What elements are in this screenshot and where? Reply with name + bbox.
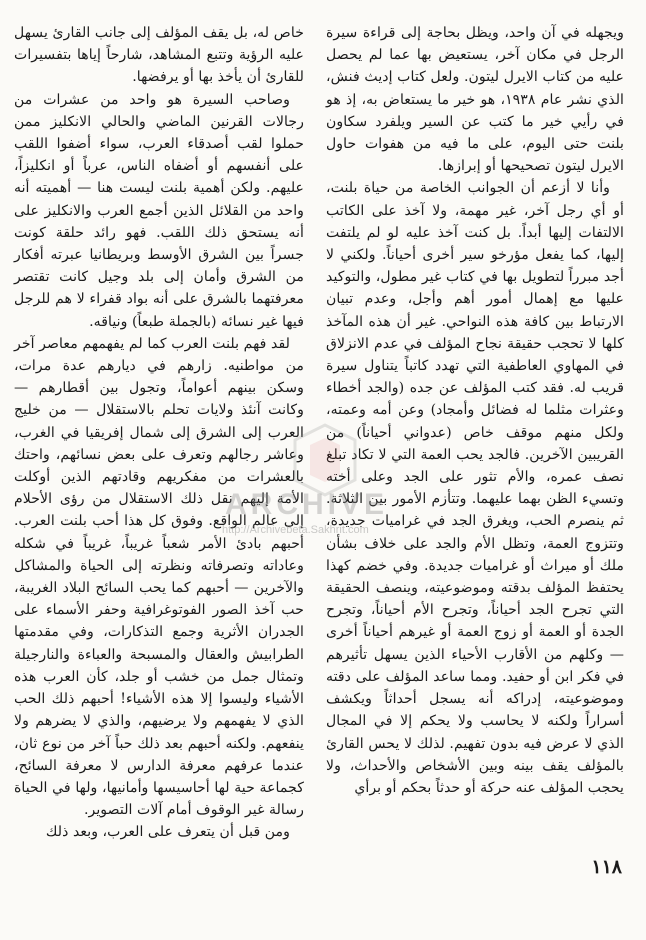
watermark-url: http://Archivebeta.Sakhrit.com — [222, 524, 369, 536]
paragraph: لقد فهم بلنت العرب كما لم يفهمهم معاصر آخر من مواطنيه. زارهم في ديارهم عدة مرات، وسكن بينهم أعواماً، وتجول بين أقطارهم — وكانت آنئذ ولايات تحلم بالاستقلال — من خليج العرب إلى الشرق إلى شمال إفريقيا في الغرب، وعاشر رجالهم وتعرف على بعض نسائهم، واحتك بالعشرات من مفكريهم وقادتهم الذين أوكلت الأمة إليهم نقل ذلك الاستقلال من رؤى الأحلام إلى عالم الواقع. وفوق كل هذا أحب بلنت العرب. أحبهم بادئ الأمر شعباً غريباً، غريباً في شكله وعاداته وتصرفاته ونظرته إلى الحياة والمشاكل والآخرين — أحبهم كما يحب السائح البلاد الغريبة، حب آخذ الصور الفوتوغرافية وحفر الأسماء على الجدران الأثرية وجمع التذكارات، وفي مقدمتها الطرابيش والعقال والمسبحة والعباءة والنارجيلة وتمثال جمل من خشب أو جلد، كأن العرب هذه الأشياء وليسوا إلا هذه الأشياء! أحبهم ذلك الحب الذي لا يفهمهم ولا يرضيهم، والذي لا يضرهم ولا ينفعهم. ولكنه أحبهم بعد ذلك حباً آخر من نوع ثان، عندما عرفهم معرفة الدارس لا معرفة السائح، كجماعة حية لها أحاسيسها وأمانيها، ولها في الحياة رسالة غير الوقوف أمام آلات التصوير. — [14, 335, 304, 819]
paragraph: وأنا لا أزعم أن الجوانب الخاصة من حياة بلنت، أو أي رجل آخر، غير مهمة، ولا آخذ على الكاتب الالتفات إليها أبداً. بل كنت آخذ عليه لو لم يلتفت إليها، كما يفعل مؤرخو سير أخرى أحياناً. ولكني لا أجد مبرراً لتطويل بها في كتاب غير مطول، والتوكيد عليها مع إهمال أمور أهم وأجل، وعدم تبيان الارتباط بين كافة هذه النواحي. غير أن هذه المآخذ كلها لا تحجب حقيقة نجاح المؤلف في عدم الانزلاق في المهاوي العاطفية التي تهدد كاتباً يتناول سيرة قريب له. فقد كتب المؤلف عن جده (والجد أخطاء وعثرات مثلما له فضائل وأمجاد) وعن أمه وعمته، ولكل منهم موقف خاص (عدواني أحياناً) من القريبين الآخرين. فالجد يحب العمة التي لا تكاد تبلغ نصف عمره، والأم تثور على الجد وعلى أخته وتسيء الظن بهما عليهما. وتتأزم الأمور بين الثلاثة. ثم ينصرم الحب، ويغرق الجد في غراميات جديدة، وتتزوج العمة، وتظل الأم والجد على خلاف بشأن ملك أو ميراث أو غراميات جديدة. وفي خضم كهذا يحتفظ المؤلف بدقته وموضوعيته، وينصف الحقيقة التي تجرح الجد أحياناً، وتجرح الأم أحياناً، وتجرح الجدة أو العمة أو زوج العمة أو غيرهم أحياناً أخرى — وكلهم من الأقارب الأحياء الذين يسهل تأثيرهم في فكر ابن أو حفيد. ومما ساعد المؤلف على دقته وموضوعيته، إدراكه أنه يسجل أحداثاً ويكشف أسراراً ولكنه لا يحاسب ولا يحكم إلا في المجال الذي لا عرض فيه بدون تفهيم. لذلك لا يحس القارئ بالمؤلف يقف بينه وبين الأشخاص والأحداث، ولا يحجب المؤلف عنه حركة أو حدثاً بحكم أو برأي — [326, 180, 624, 796]
paragraph: ومن قبل أن يتعرف على العرب، وبعد ذلك — [45, 824, 290, 841]
left-text-column — [14, 22, 304, 844]
paragraph: خاص له، بل يقف المؤلف إلى جانب القارئ يسهل عليه الرؤية وتتبع المشاهد، شارحاً إياها بتفسيرات للقارئ أن يأخذ بها أو يرفضها. — [14, 25, 304, 86]
right-text-column — [326, 22, 624, 799]
watermark-title: ARCHIVE — [225, 488, 389, 521]
page-number: ١١٨ — [591, 856, 622, 878]
paragraph: ويجهله في آن واحد، ويظل بحاجة إلى قراءة سيرة الرجل في مكان آخر، يستعيض بها عما لم يحصل عليه من كتاب الايرل ليتون. ولعل كتاب إديث فنش، الذي نشر عام ١٩٣٨، هو خير ما يستعاض به، إذ هو في رأيي خير ما كتب عن السير ويلفرد سكاون بلنت حتى اليوم، على ما فيه من هفوات حاول الايرل ليتون تصحيحها أو إبرازها. — [326, 25, 624, 175]
paragraph: وصاحب السيرة هو واحد من عشرات من رجالات القرنين الماضي والحالي الانكليز ممن حملوا لقب أصدقاء العرب، سواء أضفوا اللقب على أنفسهم أو أضفاه الناس، عرباً أو انكليزاً، عليهم. ولكن أهمية بلنت ليست هنا — أهميته أنه واحد من القلائل الذين أجمع العرب والانكليز على أنه يستحق ذلك اللقب. فهو رائد حلقة كونت جسراً بين الشرق الأوسط وبريطانيا عبرته أفكار من الشرق وأمان إلى بلد وجيل كانت تقتصر معرفتهما بالشرق على أنه بواد قفراء لا هم للرجل فيها غير نسائه (بالجملة طبعاً) ونياقه. — [14, 91, 304, 330]
